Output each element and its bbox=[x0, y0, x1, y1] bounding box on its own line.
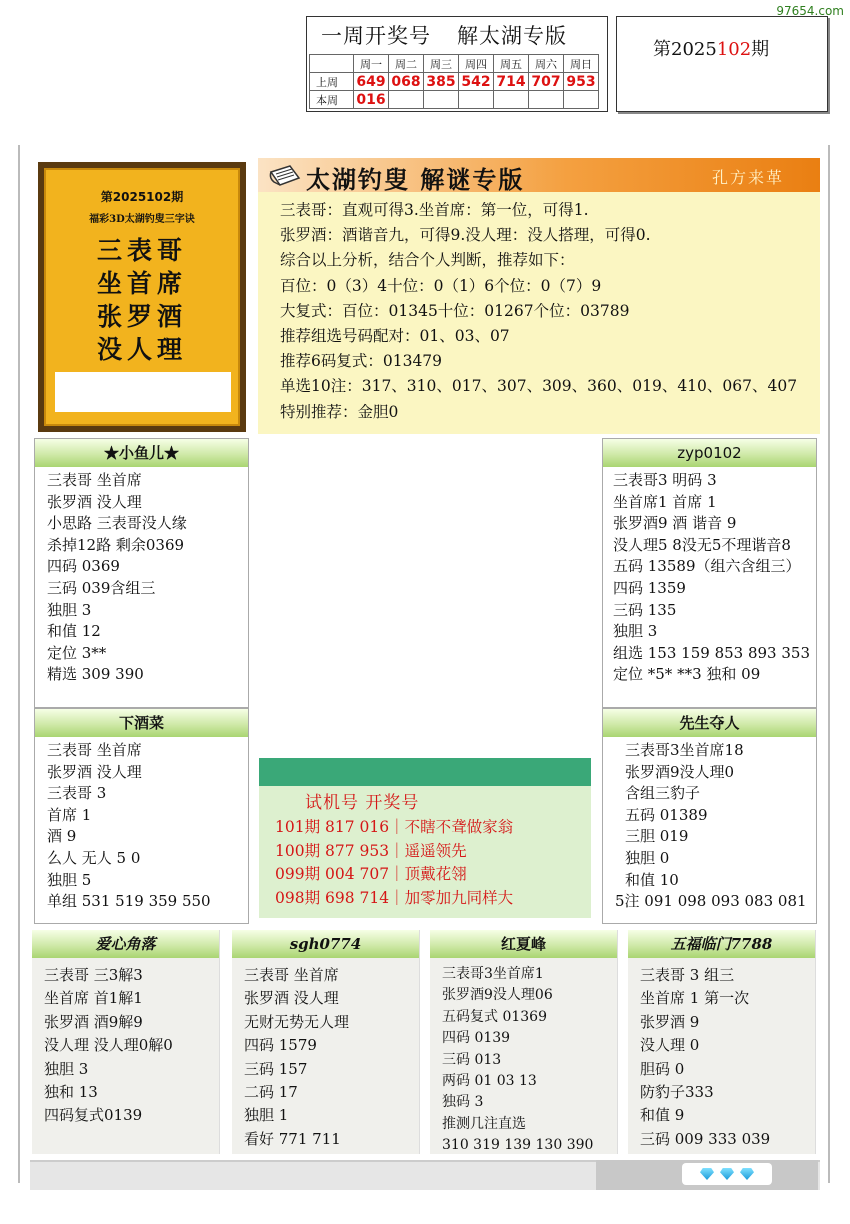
poster-verse: 坐首席 bbox=[96, 269, 187, 298]
day-header: 周二 bbox=[389, 55, 424, 73]
article-line: 推荐组选号码配对：01、03、07 bbox=[280, 327, 510, 346]
panel-line: 三码 135 bbox=[613, 600, 677, 619]
diamond-icon bbox=[740, 1168, 754, 1180]
panel-body bbox=[32, 958, 219, 1128]
panel-line: 胆码 0 bbox=[640, 1059, 685, 1078]
panel-line: 四码 1359 bbox=[613, 578, 686, 597]
trial-number-box bbox=[259, 758, 591, 918]
panel-line: 五码复式 01369 bbox=[442, 1008, 547, 1025]
day-header: 周一 bbox=[354, 55, 389, 73]
this-week-label: 本周 bbox=[310, 91, 354, 109]
draw-number: 953 bbox=[564, 73, 599, 91]
panel-line: 和值 12 bbox=[47, 622, 101, 641]
panel-line: 和值 10 bbox=[625, 870, 679, 889]
draw-number bbox=[459, 91, 494, 109]
panel-line: 张罗酒9 酒 谐音 9 bbox=[613, 514, 737, 533]
panel-body bbox=[35, 467, 248, 686]
panel-line: 四码 0369 bbox=[47, 557, 120, 576]
this-week-row bbox=[310, 91, 599, 109]
draw-number: 542 bbox=[459, 73, 494, 91]
panel-line: 么人 无人 5 0 bbox=[47, 848, 141, 867]
panel-line: 独胆 3 bbox=[44, 1059, 89, 1078]
panel-line: 首席 1 bbox=[47, 805, 92, 824]
panel-hongxiafeng bbox=[430, 930, 618, 1154]
panel-title: 下酒菜 bbox=[35, 709, 248, 737]
day-header: 周五 bbox=[494, 55, 529, 73]
panel-title: sgh0774 bbox=[232, 930, 419, 958]
panel-line: 三表哥 坐首席 bbox=[47, 471, 142, 489]
panel-line: 二码 17 bbox=[244, 1083, 298, 1102]
panel-line: 看好 771 711 bbox=[244, 1129, 341, 1148]
panel-line: 三码 157 bbox=[244, 1059, 308, 1078]
day-header: 周三 bbox=[424, 55, 459, 73]
article-line: 大复式：百位：01345十位：01267个位：03789 bbox=[280, 301, 630, 320]
panel-line: 三表哥 3 bbox=[47, 784, 107, 803]
panel-line: 定位 *5* **3 独和 09 bbox=[613, 665, 761, 684]
diamond-icon bbox=[720, 1168, 734, 1180]
weekly-title-left: 一周开奖号 bbox=[321, 24, 431, 48]
site-watermark: 97654.com bbox=[776, 4, 844, 18]
panel-line: 坐首席 首1解1 bbox=[44, 989, 143, 1008]
panel-line: 没人理 没人理0解0 bbox=[44, 1036, 173, 1055]
trial-row: 101期 817 016｜不瞎不聋做家翁 bbox=[275, 818, 514, 836]
article-line: 百位：0（3）4十位：0（1）6个位：0（7）9 bbox=[280, 276, 602, 295]
main-article bbox=[258, 158, 820, 434]
panel-line: 两码 01 03 13 bbox=[442, 1073, 537, 1090]
weekly-table bbox=[309, 54, 599, 109]
panel-line: 酒 9 bbox=[47, 827, 77, 846]
poster-verse: 三表哥 bbox=[96, 236, 187, 265]
panel-line: 和值 9 bbox=[640, 1106, 685, 1125]
panel-line: 三码 039含组三 bbox=[47, 578, 156, 597]
poster-verses bbox=[46, 234, 238, 366]
article-line: 张罗酒：酒谐音九，可得9.没人理：没人搭理，可得0. bbox=[280, 226, 651, 245]
panel-line: 张罗酒9没人理0 bbox=[625, 762, 735, 781]
draw-number bbox=[529, 91, 564, 109]
panel-line: 杀掉12路 剩余0369 bbox=[47, 535, 185, 554]
panel-line: 小思路 三表哥没人缘 bbox=[47, 514, 187, 533]
article-line: 单选10注：317、310、017、307、309、360、019、410、067、407 bbox=[280, 377, 798, 396]
panel-line: 独胆 0 bbox=[625, 848, 670, 867]
panel-line: 无财无势无人理 bbox=[244, 1012, 350, 1031]
panel-line: 三表哥3坐首席18 bbox=[625, 741, 744, 759]
draw-number: 068 bbox=[389, 73, 424, 91]
panel-line: 定位 3** bbox=[47, 643, 107, 662]
panel-line: 三表哥 三3解3 bbox=[44, 966, 143, 984]
panel-line: 张罗酒 没人理 bbox=[47, 492, 142, 511]
panel-line: 单组 531 519 359 550 bbox=[47, 892, 211, 911]
panel-line: 三表哥3 明码 3 bbox=[613, 471, 717, 489]
panel-xiaoyuer bbox=[34, 438, 249, 708]
panel-line: 含组三豹子 bbox=[625, 784, 701, 803]
panel-line: 四码 0139 bbox=[442, 1030, 511, 1047]
panel-line: 独和 13 bbox=[44, 1083, 98, 1102]
diamond-icon bbox=[700, 1168, 714, 1180]
panel-line: 三表哥3坐首席1 bbox=[442, 966, 544, 982]
draw-number: 016 bbox=[354, 91, 389, 109]
panel-line: 独胆 1 bbox=[244, 1106, 289, 1125]
weekly-title-right: 解太湖专版 bbox=[457, 24, 567, 48]
poster bbox=[38, 162, 246, 432]
panel-line: 四码复式0139 bbox=[44, 1106, 143, 1125]
panel-line: 没人理 0 bbox=[640, 1036, 700, 1055]
article-author: 孔方来革 bbox=[711, 168, 784, 187]
article-line: 三表哥：直观可得3.坐首席：第一位，可得1. bbox=[280, 201, 589, 219]
trial-row: 098期 698 714｜加零加九同样大 bbox=[275, 888, 514, 907]
panel-body bbox=[35, 737, 248, 913]
last-week-row bbox=[310, 73, 599, 91]
panel-line: 组选 153 159 853 893 353 bbox=[613, 643, 810, 662]
scroll-icon bbox=[268, 164, 302, 188]
article-body bbox=[258, 192, 820, 425]
panel-line: 三码 013 bbox=[442, 1051, 502, 1068]
panel-line: 三码 009 333 039 bbox=[640, 1129, 771, 1148]
panel-line: 独胆 3 bbox=[47, 600, 92, 619]
draw-number: 707 bbox=[529, 73, 564, 91]
panel-line: 张罗酒 没人理 bbox=[244, 989, 339, 1008]
panel-title: 爱心角落 bbox=[32, 930, 219, 958]
draw-number bbox=[564, 91, 599, 109]
panel-line: 张罗酒 没人理 bbox=[47, 762, 142, 781]
panel-body bbox=[430, 958, 617, 1157]
article-line: 综合以上分析，结合个人判断，推荐如下： bbox=[280, 251, 575, 270]
weekly-draw-box bbox=[306, 16, 608, 112]
panel-body bbox=[232, 958, 419, 1151]
panel-line: 张罗酒9没人理06 bbox=[442, 987, 553, 1004]
panel-line: 三表哥 3 组三 bbox=[640, 966, 735, 984]
poster-blank-area bbox=[55, 372, 231, 412]
panel-line: 独码 3 bbox=[442, 1094, 484, 1111]
draw-number: 714 bbox=[494, 73, 529, 91]
panel-line: 没人理5 8没无5不理谐音8 bbox=[613, 535, 791, 554]
panel-title: 五福临门7788 bbox=[628, 930, 815, 958]
trial-bar bbox=[259, 758, 591, 786]
panel-line: 三表哥 坐首席 bbox=[244, 966, 339, 984]
panel-line: 坐首席 1 第一次 bbox=[640, 989, 750, 1008]
panel-aixin bbox=[32, 930, 220, 1154]
gem-rating bbox=[682, 1163, 772, 1185]
weekly-title bbox=[307, 17, 607, 55]
poster-verse: 没人理 bbox=[96, 335, 187, 364]
poster-verse: 张罗酒 bbox=[96, 302, 187, 331]
trial-row: 100期 877 953｜遥遥领先 bbox=[275, 841, 467, 860]
panel-line: 坐首席1 首席 1 bbox=[613, 492, 717, 511]
poster-subtitle: 福彩3D太湖钓叟三字诀 bbox=[89, 214, 195, 225]
panel-line: 310 319 139 130 390 bbox=[442, 1137, 594, 1154]
trial-header: 试机号 开奖号 bbox=[305, 793, 420, 813]
panel-zyp0102 bbox=[602, 438, 817, 708]
panel-line: 推测几注直选 bbox=[442, 1115, 526, 1132]
issue-number: 第2025102期 bbox=[653, 39, 770, 60]
panel-line: 独胆 3 bbox=[613, 622, 658, 641]
draw-number bbox=[424, 91, 459, 109]
poster-issue: 第2025102期 bbox=[100, 190, 184, 204]
last-week-label: 上周 bbox=[310, 73, 354, 91]
article-line: 推荐6码复式：013479 bbox=[280, 352, 443, 371]
article-line: 特别推荐：金胆0 bbox=[280, 402, 399, 421]
panel-sgh0774 bbox=[232, 930, 420, 1154]
panel-line: 张罗酒 9 bbox=[640, 1012, 700, 1031]
panel-line: 三表哥 坐首席 bbox=[47, 741, 142, 759]
panel-line: 三胆 019 bbox=[625, 827, 689, 846]
day-header: 周六 bbox=[529, 55, 564, 73]
panel-wufu bbox=[628, 930, 816, 1154]
panel-title: 先生夺人 bbox=[603, 709, 816, 737]
panel-line: 张罗酒 酒9解9 bbox=[44, 1012, 143, 1031]
panel-body bbox=[628, 958, 815, 1151]
weekly-days-row bbox=[310, 55, 599, 73]
panel-line: 5注 091 098 093 083 081 bbox=[615, 892, 807, 911]
issue-box bbox=[616, 16, 828, 112]
panel-title: zyp0102 bbox=[603, 439, 816, 467]
panel-xiansheng bbox=[602, 708, 817, 924]
article-header bbox=[258, 158, 820, 192]
trial-row: 099期 004 707｜顶戴花翎 bbox=[275, 865, 467, 883]
draw-number bbox=[494, 91, 529, 109]
day-header: 周四 bbox=[459, 55, 494, 73]
panel-title: 红夏峰 bbox=[430, 930, 617, 958]
article-title: 太湖钓叟 解谜专版 bbox=[306, 165, 525, 194]
panel-xiajiucai bbox=[34, 708, 249, 924]
panel-line: 独胆 5 bbox=[47, 870, 92, 889]
panel-line: 四码 1579 bbox=[244, 1036, 317, 1055]
panel-body bbox=[603, 467, 816, 686]
panel-body bbox=[603, 737, 816, 913]
panel-line: 五码 13589（组六含组三） bbox=[613, 557, 801, 576]
draw-number bbox=[389, 91, 424, 109]
day-header: 周日 bbox=[564, 55, 599, 73]
draw-number: 649 bbox=[354, 73, 389, 91]
draw-number: 385 bbox=[424, 73, 459, 91]
panel-line: 精选 309 390 bbox=[47, 665, 144, 684]
panel-line: 五码 01389 bbox=[625, 805, 708, 824]
panel-line: 防豹子333 bbox=[640, 1083, 714, 1102]
panel-title: ★小鱼儿★ bbox=[35, 439, 248, 467]
